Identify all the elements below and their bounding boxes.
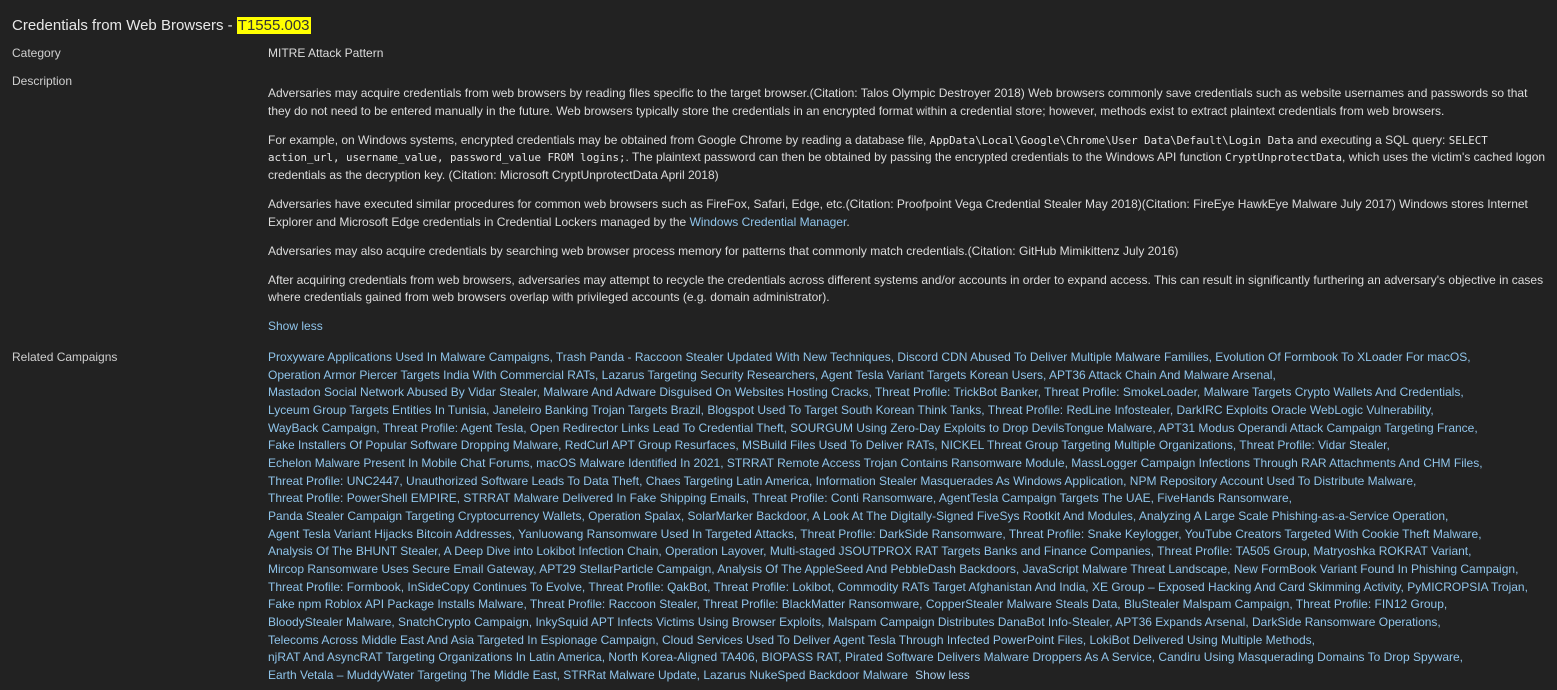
related-campaigns-list <box>268 349 1546 684</box>
p3-text-b: . <box>846 214 850 229</box>
description-paragraph-4: Adversaries may also acquire credentials by searching web browser process memory for patterns that commonly match credentials.(Citation: GitHub Mimikittenz July 2016) <box>268 243 1179 258</box>
p2-text-a: For example, on Windows systems, encrypted credentials may be obtained from Google Chrome by reading a database file, <box>268 132 930 147</box>
campaign-line[interactable]: Operation Armor Piercer Targets India With Commercial RATs, Lazarus Targeting Security Researchers, Agent Tesla Variant Targets Korean Users, APT36 Attack Chain And Malware Arsenal, <box>268 367 1276 382</box>
p2-text-d: , which uses the victim's cached logon credentials as the decryption key. (Citation: Microsoft CryptUnprotectData April 2018) <box>268 150 1546 182</box>
campaign-line[interactable]: Analysis Of The BHUNT Stealer, A Deep Dive into Lokibot Infection Chain, Operation Layover, Multi-staged JSOUTPROX RAT Targets Banks and Finance Companies, Threat Profile: TA505 Group, Matryoshka ROKRAT Variant, <box>268 544 1472 559</box>
campaign-line[interactable]: Agent Tesla Variant Hijacks Bitcoin Addresses, Yanluowang Ransomware Used In Targeted Attacks, Threat Profile: DarkSide Ransomware, Threat Profile: Snake Keylogger, YouTube Creators Targeted With Cookie Theft Malware, <box>268 526 1482 541</box>
campaign-line[interactable]: Threat Profile: PowerShell EMPIRE, STRRAT Malware Delivered In Fake Shipping Emails, Threat Profile: Conti Ransomware, AgentTesla Campaign Targets The UAE, FiveHands Ransomware, <box>268 491 1292 506</box>
campaign-line[interactable]: Fake npm Roblox API Package Installs Malware, Threat Profile: Raccoon Stealer, Threat Profile: BlackMatter Ransomware, CopperStealer Malware Steals Data, BluStealer Malspam Campaign, Threat Profile: FIN12 Group, <box>268 597 1448 612</box>
campaign-line[interactable]: Fake Installers Of Popular Software Dropping Malware, RedCurl APT Group Resurfaces, MSBuild Files Used To Deliver RATs, NICKEL Threat Group Targeting Multiple Organizations, Threat Profile: Vidar Stealer, <box>268 438 1390 453</box>
campaign-line[interactable]: Telecoms Across Middle East And Asia Targeted In Espionage Campaign, Cloud Services Used To Deliver Agent Tesla Through Infected PowerPoint Files, LokiBot Delivered Using Multiple Methods, <box>268 632 1315 647</box>
description-show-less-link[interactable]: Show less <box>268 319 323 334</box>
campaign-line[interactable]: njRAT And AsyncRAT Targeting Organizations In Latin America, North Korea-Aligned TA406, BIOPASS RAT, Pirated Software Delivers Malware Droppers As A Service, Candiru Using Masquerading Domains To Drop Spyware, <box>268 650 1464 665</box>
p2-text-c: . The plaintext password can then be obtained by passing the encrypted credentials to the Windows API function <box>625 150 1225 165</box>
category-value: MITRE Attack Pattern <box>268 46 384 60</box>
description-label: Description <box>12 74 73 88</box>
windows-credential-manager-link[interactable]: Windows Credential Manager <box>689 214 847 229</box>
campaign-line[interactable]: Threat Profile: Formbook, InSideCopy Continues To Evolve, Threat Profile: QakBot, Threat Profile: Lokibot, Commodity RATs Target Afghanistan And India, XE Group – Exposed Hacking And Card Skimming Activity, PyMICROPSIA Trojan, <box>268 579 1528 594</box>
campaign-line[interactable]: WayBack Campaign, Threat Profile: Agent Tesla, Open Redirector Links Lead To Credential Theft, SOURGUM Using Zero-Day Exploits to Drop DevilsTongue Malware, APT31 Modus Operandi Attack Campaign Targeting France, <box>268 420 1478 435</box>
page-title-text: Credentials from Web Browsers - <box>12 17 237 34</box>
campaign-line[interactable]: Threat Profile: UNC2447, Unauthorized Software Leads To Data Theft, Chaes Targeting Latin America, Information Stealer Masquerades As Windows Application, NPM Repository Account Used To Distribute Malware, <box>268 473 1417 488</box>
campaign-line[interactable]: Lyceum Group Targets Entities In Tunisia, Janeleiro Banking Trojan Targets Brazil, Blogspot Used To Target South Korean Think Tanks, Threat Profile: RedLine Infostealer, DarkIRC Exploits Oracle WebLogic Vulnerability, <box>268 402 1434 417</box>
description-paragraph-1: Adversaries may acquire credentials from web browsers by reading files specific to the target browser.(Citation: Talos Olympic Destroyer 2018) Web browsers commonly save credentials such as website usernames and passwords so that they do not need to be entered manually in the future. Web browsers typically store the credentials in an encrypted format within a credential store; however, methods exist to extract plaintext credentials from web browsers. <box>268 86 1528 118</box>
description-paragraph-3 <box>268 196 1546 231</box>
campaign-line[interactable]: Earth Vetala – MuddyWater Targeting The Middle East, STRRat Malware Update, Lazarus NukeSped Backdoor Malware <box>268 667 909 682</box>
campaign-line[interactable]: BloodyStealer Malware, SnatchCrypto Campaign, InkySquid APT Infects Victims Using Browser Exploits, Malspam Campaign Distributes DanaBot Info-Stealer, APT36 Expands Arsenal, DarkSide Ransomware Operations, <box>268 614 1441 629</box>
p2-text-b: and executing a SQL query: <box>1293 132 1449 147</box>
description-paragraph-5: After acquiring credentials from web browsers, adversaries may attempt to recycle the credentials across different systems and/or accounts in order to expand access. This can result in significantly furthering an adversary's objective in cases where credentials gained from web browsers overlap with privileged accounts (e.g. domain administrator). <box>268 272 1544 305</box>
chrome-login-data-path: AppData\Local\Google\Chrome\User Data\Default\Login Data <box>929 133 1294 147</box>
campaign-line[interactable]: Panda Stealer Campaign Targeting Cryptocurrency Wallets, Operation Spalax, SolarMarker Backdoor, A Look At The Digitally-Signed FiveSys Rootkit And Modules, Analyzing A Large Scale Phishing-as-a-Service Operation, <box>268 508 1449 523</box>
campaign-line[interactable]: Mastadon Social Network Abused By Vidar Stealer, Malware And Adware Disguised On Websites Hosting Cracks, Threat Profile: TrickBot Banker, Threat Profile: SmokeLoader, Malware Targets Crypto Wallets And Credentials, <box>268 385 1464 400</box>
campaign-line[interactable]: Echelon Malware Present In Mobile Chat Forums, macOS Malware Identified In 2021, STRRAT Remote Access Trojan Contains Ransomware Module, MassLogger Campaign Infections Through RAR Attachments And CHM Files, <box>268 455 1483 470</box>
p3-text-a: Adversaries have executed similar procedures for common web browsers such as FireFox, Safari, Edge, etc.(Citation: Proofpoint Vega Credential Stealer May 2018)(Citation: FireEye HawkEye Malware July 2017) Windows stores Internet Explorer and Microsoft Edge credentials in Credential Lockers managed by the <box>268 196 1528 229</box>
page-title <box>12 17 311 34</box>
technique-id-highlight: T1555.003 <box>237 17 310 34</box>
campaign-line-last <box>268 667 1546 685</box>
description-body <box>268 85 1546 336</box>
campaign-line[interactable]: Proxyware Applications Used In Malware Campaigns, Trash Panda - Raccoon Stealer Updated With New Techniques, Discord CDN Abused To Deliver Multiple Malware Families, Evolution Of Formbook To XLoader For macOS, <box>268 350 1471 364</box>
related-campaigns-label: Related Campaigns <box>12 350 118 364</box>
sql-query-code: SELECT action_url, username_value, password_value FROM logins; <box>268 133 1488 165</box>
crypt-unprotect-data-code: CryptUnprotectData <box>1225 151 1343 165</box>
category-label: Category <box>12 46 61 60</box>
campaign-line[interactable]: Mircop Ransomware Uses Secure Email Gateway, APT29 StellarParticle Campaign, Analysis Of The AppleSeed And PebbleDash Backdoors, JavaScript Malware Threat Landscape, New FormBook Variant Found In Phishing Campaign, <box>268 561 1519 576</box>
campaigns-show-less-link[interactable]: Show less <box>915 667 970 682</box>
description-paragraph-2 <box>268 132 1546 185</box>
